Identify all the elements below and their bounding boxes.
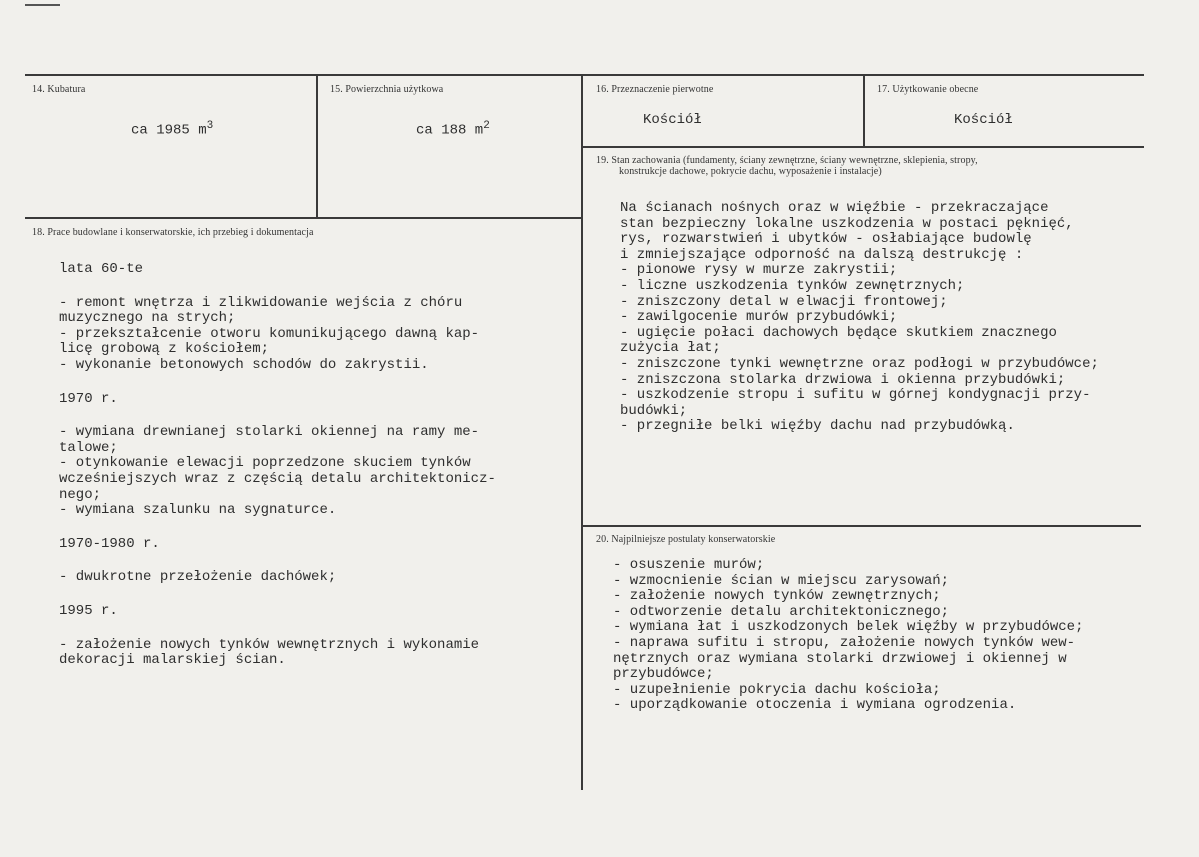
typed-line: - uszkodzenie stropu i sufitu w górnej kondygnacji przy- — [620, 387, 1091, 404]
field14-value-text: ca 1985 m — [131, 122, 207, 139]
field18-text — [59, 262, 496, 669]
typed-line: nętrznych oraz wymiana stolarki drzwiowej i okiennej w — [613, 650, 1067, 667]
field16-label: 16. Przeznaczenie pierwotne — [596, 84, 714, 95]
field15-value — [416, 120, 490, 139]
field17-value: Kościół — [954, 112, 1013, 128]
typed-line: przybudówce; — [613, 666, 714, 683]
typed-line: i zmniejszające odporność na dalszą destrukcję : — [620, 246, 1024, 263]
top-rule — [25, 74, 1144, 76]
field19-label-line1: 19. Stan zachowania (fundamenty, ściany zewnętrzne, ściany wewnętrzne, sklepienia, stropy, — [596, 155, 978, 166]
typed-line: - wymiana łat i uszkodzonych belek więźby w przybudówce; — [613, 619, 1084, 636]
field17-label: 17. Użytkowanie obecne — [877, 84, 979, 95]
field14-value — [131, 120, 213, 139]
typed-line: budówki; — [620, 402, 688, 419]
typed-line: - wzmocnienie ścian w miejscu zarysowań; — [613, 572, 950, 589]
field20-label: 20. Najpilniejsze postulaty konserwatorskie — [596, 534, 776, 545]
work-period-items — [59, 638, 496, 669]
typed-line: muzycznego na strych; — [59, 310, 236, 327]
rule-above-20 — [583, 525, 1141, 527]
field14-label: 14. Kubatura — [32, 84, 86, 95]
typed-line: - założenie nowych tynków wewnętrznych i wykonamie — [59, 636, 480, 653]
typed-line: nego; — [59, 486, 102, 503]
typed-line: - przekształcenie otworu komunikującego dawną kap- — [59, 325, 480, 342]
typed-line: wcześniejszych wraz z częścią detalu architektonicz- — [59, 470, 496, 487]
typed-line: - liczne uszkodzenia tynków zewnętrznych; — [620, 277, 965, 294]
typed-line: Na ścianach nośnych oraz w więźbie - przekraczające — [620, 200, 1049, 216]
typed-line: - pionowe rysy w murze zakrystii; — [620, 262, 898, 279]
typed-line: - zniszczona stolarka drzwiowa i okienna przybudówki; — [620, 371, 1066, 388]
divider-14-15 — [316, 74, 318, 218]
field20-text — [613, 558, 1083, 714]
work-period-items — [59, 570, 496, 586]
field19-text — [620, 201, 1099, 435]
field16-value: Kościół — [643, 112, 702, 128]
rule-above-18 — [25, 217, 583, 219]
typed-line: - osuszenie murów; — [613, 557, 765, 573]
typed-line: - uzupełnienie pokrycia dachu kościoła; — [613, 681, 941, 698]
work-period-items — [59, 425, 496, 519]
typed-line: licę grobową z kościołem; — [59, 341, 270, 358]
corner-mark — [25, 4, 60, 6]
typed-line: - remont wnętrza i zlikwidowanie wejścia z chóru — [59, 294, 463, 311]
typed-line: - ugięcie połaci dachowych będące skutkiem znacznego — [620, 324, 1057, 341]
typed-line: rys, rozwarstwień i ubytków - osłabiające budowlę — [620, 231, 1032, 248]
field18-label: 18. Prace budowlane i konserwatorskie, ich przebieg i dokumentacja — [32, 227, 314, 238]
work-period-title: 1970-1980 r. — [59, 535, 160, 552]
field15-label: 15. Powierzchnia użytkowa — [330, 84, 444, 95]
typed-line: - wymiana szalunku na sygnaturce. — [59, 502, 337, 519]
typed-line: - założenie nowych tynków zewnętrznych; — [613, 588, 941, 605]
work-period-title: 1970 r. — [59, 390, 118, 407]
field19-label-line2: konstrukcje dachowe, pokrycie dachu, wyposażenie i instalacje) — [619, 166, 882, 177]
field15-exponent: 2 — [483, 120, 490, 132]
typed-line: - wykonanie betonowych schodów do zakrystii. — [59, 356, 429, 373]
typed-line: stan bezpieczny lokalne uszkodzenia w postaci pęknięć, — [620, 215, 1074, 232]
work-period-title: 1995 r. — [59, 602, 118, 619]
typed-line: zużycia łat; — [620, 340, 721, 357]
typed-line: dekoracji malarskiej ścian. — [59, 652, 286, 669]
typed-line: - dwukrotne przełożenie dachówek; — [59, 569, 337, 586]
field14-exponent: 3 — [206, 120, 214, 132]
typed-line: - uporządkowanie otoczenia i wymiana ogrodzenia. — [613, 697, 1017, 714]
work-period-title: lata 60-te — [59, 261, 144, 277]
typed-line: - odtworzenie detalu architektonicznego; — [613, 603, 950, 620]
typed-line: - zniszczone tynki wewnętrzne oraz podłogi w przybudówce; — [620, 355, 1099, 372]
work-period-items — [59, 296, 496, 374]
typed-line: - zawilgocenie murów przybudówki; — [620, 309, 898, 326]
typed-line: - przegniłe belki więźby dachu nad przybudówką. — [620, 418, 1015, 435]
typed-line: - naprawa sufitu i stropu, założenie nowych tynków wew- — [613, 634, 1076, 651]
typed-line: - zniszczony detal w elwacji frontowej; — [620, 293, 948, 310]
typed-line: - wymiana drewnianej stolarki okiennej na ramy me- — [59, 424, 480, 441]
divider-16-17 — [863, 74, 865, 147]
field15-value-text: ca 188 m — [416, 122, 484, 139]
divider-main — [581, 74, 583, 790]
typed-line: - otynkowanie elewacji poprzedzone skuciem tynków — [59, 455, 471, 472]
typed-line: talowe; — [59, 439, 118, 456]
